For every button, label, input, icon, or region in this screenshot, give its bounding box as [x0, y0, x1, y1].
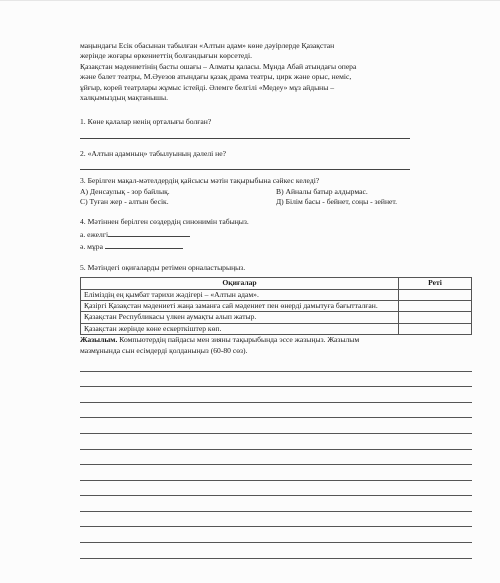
question-3-text: 3. Берілген мақал-мәтелдердің қайсысы мәтін тақырыбына сәйкес келеді?: [80, 176, 320, 186]
question-3-options-row: [80, 197, 472, 207]
synonym-item: [80, 240, 472, 252]
option-a[interactable]: А) Денсаулық - зор байлық.: [80, 186, 170, 196]
question-5: [80, 263, 472, 335]
passage-line: және балет театры, М.Әуезов атындағы қазақ драма театры, цирк және орыс, неміс,: [80, 72, 352, 82]
essay-lines[interactable]: [80, 356, 472, 559]
passage-line: халқымыздың мақтанышы.: [80, 93, 169, 103]
writing-task-line: [80, 335, 472, 345]
table-cell-order[interactable]: [399, 323, 472, 334]
reading-passage: [80, 41, 472, 103]
synonym-item: [80, 228, 472, 240]
synonym-word: а. ежелгі: [80, 229, 109, 239]
writing-task-text: Компьютердің пайдасы мен зияны тақырыбында эссе жазыңыз. Жазылым: [117, 335, 360, 345]
option-b[interactable]: В) Айналы батыр алдырмас.: [276, 186, 368, 196]
essay-line[interactable]: [80, 418, 472, 434]
question-3: [80, 176, 472, 207]
essay-line[interactable]: [80, 434, 472, 450]
answer-line-1[interactable]: [80, 135, 410, 139]
question-2-text: 2. «Алтын адамның» табылуының дәлелі не?: [80, 148, 226, 158]
answer-line-2[interactable]: [80, 166, 410, 170]
synonym-answer-blank[interactable]: [108, 228, 190, 237]
table-cell-event: Қазіргі Қазақстан мәдениеті жаңа заманға сай мәдениет пен өнерді дамытуға бағытталған.: [81, 300, 399, 311]
essay-line[interactable]: [80, 543, 472, 559]
essay-line[interactable]: [80, 356, 472, 372]
essay-line[interactable]: [80, 372, 472, 388]
table-cell-event: Еліміздің ең қымбат тарихи жәдігері – «Алтын адам».: [81, 289, 399, 300]
question-4-text: 4. Мәтіннен берілген сөздердің синонимін табыңыз.: [80, 217, 249, 227]
question-1: [80, 117, 472, 138]
passage-line: Қазақстан мәдениетінің басты ошағы – Алматы қаласы. Мұнда Абай атындағы опера: [80, 61, 357, 71]
table-row: [81, 312, 472, 323]
synonym-word: ә. мұра: [80, 242, 103, 252]
question-1-text: 1. Көне қалалар ненің орталығы болған?: [80, 117, 212, 127]
essay-line[interactable]: [80, 481, 472, 497]
table-header-row: [81, 278, 472, 289]
option-d[interactable]: Д) Білім басы - бейнет, соңы - зейнет.: [276, 197, 398, 207]
question-4: [80, 217, 472, 252]
writing-task: [80, 335, 472, 356]
table-cell-event: Қазақстан жерінде көне ескерткіштер көп.: [81, 323, 399, 334]
table-header-events: Оқиғалар: [81, 278, 399, 289]
option-c[interactable]: С) Туған жер - алтын бесік.: [80, 197, 169, 207]
table-cell-event: Қазақстан Республикасы үлкен аумақты алып жатыр.: [81, 312, 399, 323]
table-cell-order[interactable]: [399, 300, 472, 311]
synonym-answer-blank[interactable]: [105, 240, 183, 249]
table-row: [81, 289, 472, 300]
question-3-options-row: [80, 187, 472, 197]
ordering-table: [80, 277, 472, 335]
passage-line: ұйғыр, корей театрлары жұмыс істейді. Әлемге белгілі «Медеу» мұз айдыны –: [80, 82, 335, 92]
passage-line: жерінде жоғары өркениеттің болғандығын көрсетеді.: [80, 51, 253, 61]
writing-task-label: Жазылым.: [80, 335, 118, 345]
table-row: [81, 300, 472, 311]
writing-task-line: мазмұнында сын есімдерді қолданыңыз (60-80 сөз).: [80, 345, 248, 355]
table-row: [81, 323, 472, 334]
table-cell-order[interactable]: [399, 312, 472, 323]
essay-line[interactable]: [80, 387, 472, 403]
essay-line[interactable]: [80, 512, 472, 528]
essay-line[interactable]: [80, 465, 472, 481]
table-cell-order[interactable]: [399, 289, 472, 300]
question-2: [80, 149, 472, 170]
question-5-text: 5. Мәтіндегі оқиғаларды ретімен орналастырыңыз.: [80, 262, 246, 272]
worksheet-content: [80, 41, 472, 559]
essay-line[interactable]: [80, 496, 472, 512]
essay-line[interactable]: [80, 450, 472, 466]
table-header-order: Реті: [399, 278, 472, 289]
essay-line[interactable]: [80, 403, 472, 419]
essay-line[interactable]: [80, 527, 472, 543]
passage-line: маңындағы Есік обасынан табылған «Алтын адам» көне дәуірлерде Қазақстан: [80, 41, 335, 50]
